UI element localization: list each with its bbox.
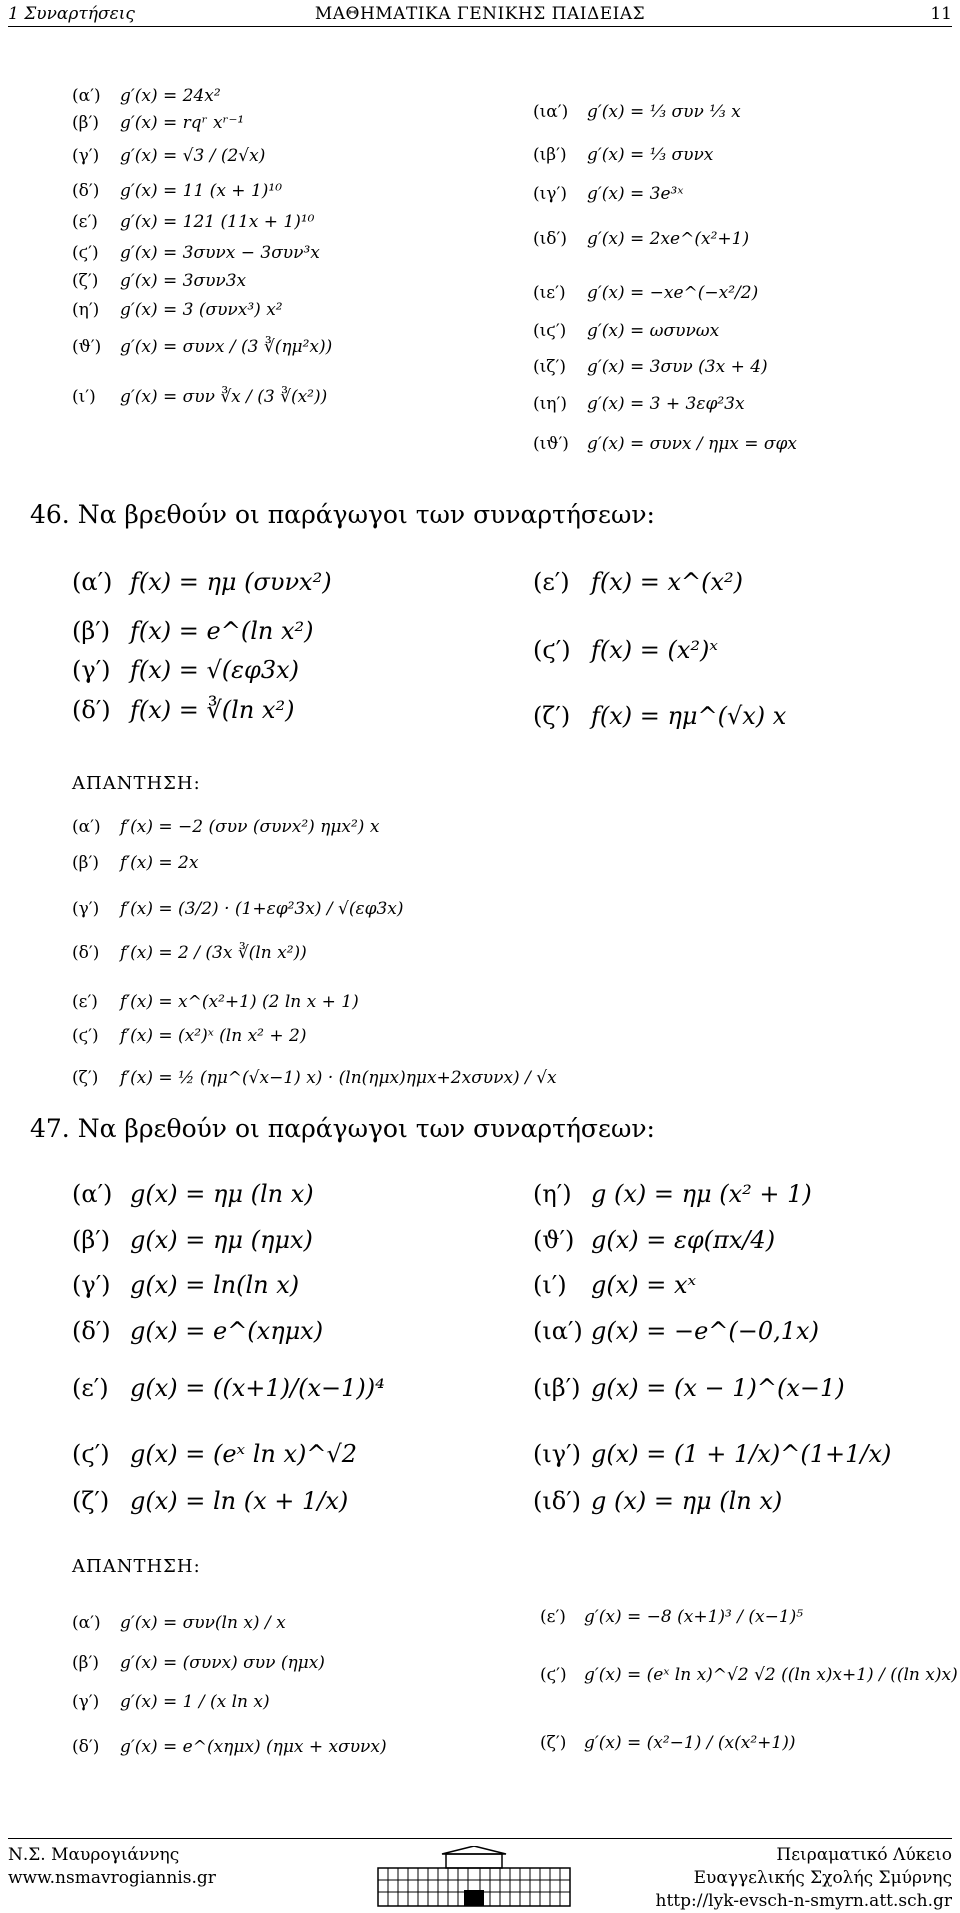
- p46-item-f: (ϛ′) f(x) = (x²)ˣ: [533, 636, 718, 664]
- p46-item-c: (γ′) f(x) = √(εφ3x): [72, 656, 300, 684]
- p46-answer-g: (ζ′) f′(x) = ½ (ημ^(√x−1) x) · (ln(ημx)ημx+2xσυνx) / √x: [72, 1068, 557, 1088]
- school-building-logo: [376, 1846, 572, 1908]
- p47-item-j: (ι′) g(x) = xˣ: [533, 1271, 697, 1299]
- p46-answer-e: (ε′) f′(x) = x^(x²+1) (2 ln x + 1): [72, 992, 359, 1012]
- author-website[interactable]: www.nsmavrogiannis.gr: [8, 1868, 216, 1888]
- p47-answer-a: (α′) g′(x) = συν(ln x) / x: [72, 1613, 286, 1633]
- page-footer: [8, 1838, 952, 1909]
- p47-item-l: (ιβ′) g(x) = (x − 1)^(x−1): [533, 1374, 845, 1402]
- school-url[interactable]: http://lyk-evsch-n-smyrn.att.sch.gr: [655, 1891, 952, 1911]
- s45-answer-s: (ιϑ′) g′(x) = συνx / ημx = σφx: [533, 434, 798, 454]
- p46-answer-c: (γ′) f′(x) = (3/2) · (1+εφ²3x) / √(εφ3x): [72, 899, 404, 919]
- p46-answer-title: ΑΠΑΝΤΗΣΗ:: [72, 773, 201, 794]
- author-name: Ν.Σ. Μαυρογιάννης: [8, 1845, 180, 1865]
- p47-item-f: (ϛ′) g(x) = (eˣ ln x)^√2: [72, 1440, 358, 1468]
- p47-item-e: (ε′) g(x) = ((x+1)/(x−1))⁴: [72, 1374, 385, 1402]
- s45-answer-i: (ϑ′) g′(x) = συνx / (3 ∛(ημ²x)): [72, 337, 333, 357]
- p47-item-c: (γ′) g(x) = ln(ln x): [72, 1271, 300, 1299]
- p47-item-b: (β′) g(x) = ημ (ημx): [72, 1226, 313, 1254]
- page-header: [8, 0, 952, 30]
- school-name: Πειραματικό Λύκειο: [776, 1845, 952, 1865]
- s45-answer-j: (ι′) g′(x) = συν ∛x / (3 ∛(x²)): [72, 387, 328, 407]
- p47-item-k: (ια′) g(x) = −e^(−0,1x): [533, 1317, 819, 1345]
- p47-answer-g: (ζ′) g′(x) = (x²−1) / (x(x²+1)): [540, 1733, 796, 1753]
- p47-item-i: (ϑ′) g(x) = εφ(πx/4): [533, 1226, 776, 1254]
- p47-answer-b: (β′) g′(x) = (συνx) συν (ημx): [72, 1653, 325, 1673]
- s45-answer-r: (ιη′) g′(x) = 3 + 3εφ²3x: [533, 394, 745, 414]
- footer-author-block: [8, 1844, 216, 1890]
- p46-item-b: (β′) f(x) = e^(ln x²): [72, 617, 314, 645]
- footer-school-block: [656, 1844, 953, 1913]
- chapter-title: 1 Συναρτήσεις: [8, 4, 135, 24]
- s45-answer-g: (ζ′) g′(x) = 3συν3x: [72, 271, 247, 291]
- school-full-name: Ευαγγελικής Σχολής Σμύρνης: [693, 1868, 952, 1888]
- s45-answer-l: (ιβ′) g′(x) = ⅓ συνx: [533, 145, 714, 165]
- p46-item-d: (δ′) f(x) = ∛(ln x²): [72, 696, 295, 724]
- p47-item-n: (ιδ′) g (x) = ημ (ln x): [533, 1487, 783, 1515]
- p46-item-g: (ζ′) f(x) = ημ^(√x) x: [533, 702, 787, 730]
- page-number: 11: [930, 4, 952, 24]
- p46-item-a: (α′) f(x) = ημ (συνx²): [72, 568, 332, 596]
- s45-answer-n: (ιδ′) g′(x) = 2xe^(x²+1): [533, 229, 750, 249]
- p47-item-m: (ιγ′) g(x) = (1 + 1/x)^(1+1/x): [533, 1440, 892, 1468]
- p46-answer-d: (δ′) f′(x) = 2 / (3x ∛(ln x²)): [72, 943, 307, 963]
- s45-answer-e: (ε′) g′(x) = 121 (11x + 1)¹⁰: [72, 212, 315, 232]
- footer-rule: [8, 1838, 952, 1839]
- s45-answer-p: (ιϛ′) g′(x) = ωσυνωx: [533, 321, 720, 341]
- s45-answer-o: (ιε′) g′(x) = −xe^(−x²/2): [533, 283, 759, 303]
- course-title: ΜΑΘΗΜΑΤΙΚΑ ΓΕΝΙΚΗΣ ΠΑΙΔΕΙΑΣ: [314, 4, 646, 24]
- p47-answer-e: (ε′) g′(x) = −8 (x+1)³ / (x−1)⁵: [540, 1607, 804, 1627]
- problem-47-title: 47. Να βρεθούν οι παράγωγοι των συναρτήσεων:: [30, 1114, 655, 1143]
- s45-answer-q: (ιζ′) g′(x) = 3συν (3x + 4): [533, 357, 768, 377]
- p46-item-e: (ε′) f(x) = x^(x²): [533, 568, 744, 596]
- problem-46-title: 46. Να βρεθούν οι παράγωγοι των συναρτήσεων:: [30, 500, 655, 529]
- s45-answer-f: (ϛ′) g′(x) = 3συνx − 3συν³x: [72, 243, 320, 263]
- s45-answer-h: (η′) g′(x) = 3 (συνx³) x²: [72, 300, 283, 320]
- s45-answer-b: (β′) g′(x) = rqʳ xʳ⁻¹: [72, 113, 245, 133]
- p47-item-d: (δ′) g(x) = e^(xημx): [72, 1317, 324, 1345]
- p47-answer-f: (ϛ′) g′(x) = (eˣ ln x)^√2 √2 ((ln x)x+1) / ((ln x)x): [540, 1665, 958, 1685]
- s45-answer-c: (γ′) g′(x) = √3 / (2√x): [72, 146, 266, 166]
- p47-item-h: (η′) g (x) = ημ (x² + 1): [533, 1180, 812, 1208]
- p47-answer-title: ΑΠΑΝΤΗΣΗ:: [72, 1556, 201, 1577]
- s45-answer-m: (ιγ′) g′(x) = 3e³ˣ: [533, 184, 684, 204]
- s45-answer-k: (ια′) g′(x) = ⅓ συν ⅓ x: [533, 102, 741, 122]
- p47-item-g: (ζ′) g(x) = ln (x + 1/x): [72, 1487, 349, 1515]
- p46-answer-b: (β′) f′(x) = 2x: [72, 853, 199, 873]
- header-rule: [8, 26, 952, 27]
- p46-answer-a: (α′) f′(x) = −2 (συν (συνx²) ημx²) x: [72, 817, 380, 837]
- s45-answer-a: (α′) g′(x) = 24x²: [72, 86, 221, 106]
- s45-answer-d: (δ′) g′(x) = 11 (x + 1)¹⁰: [72, 181, 283, 201]
- p47-answer-d: (δ′) g′(x) = e^(xημx) (ημx + xσυνx): [72, 1737, 387, 1757]
- p46-answer-f: (ϛ′) f′(x) = (x²)ˣ (ln x² + 2): [72, 1026, 307, 1046]
- p47-answer-c: (γ′) g′(x) = 1 / (x ln x): [72, 1692, 270, 1712]
- p47-item-a: (α′) g(x) = ημ (ln x): [72, 1180, 314, 1208]
